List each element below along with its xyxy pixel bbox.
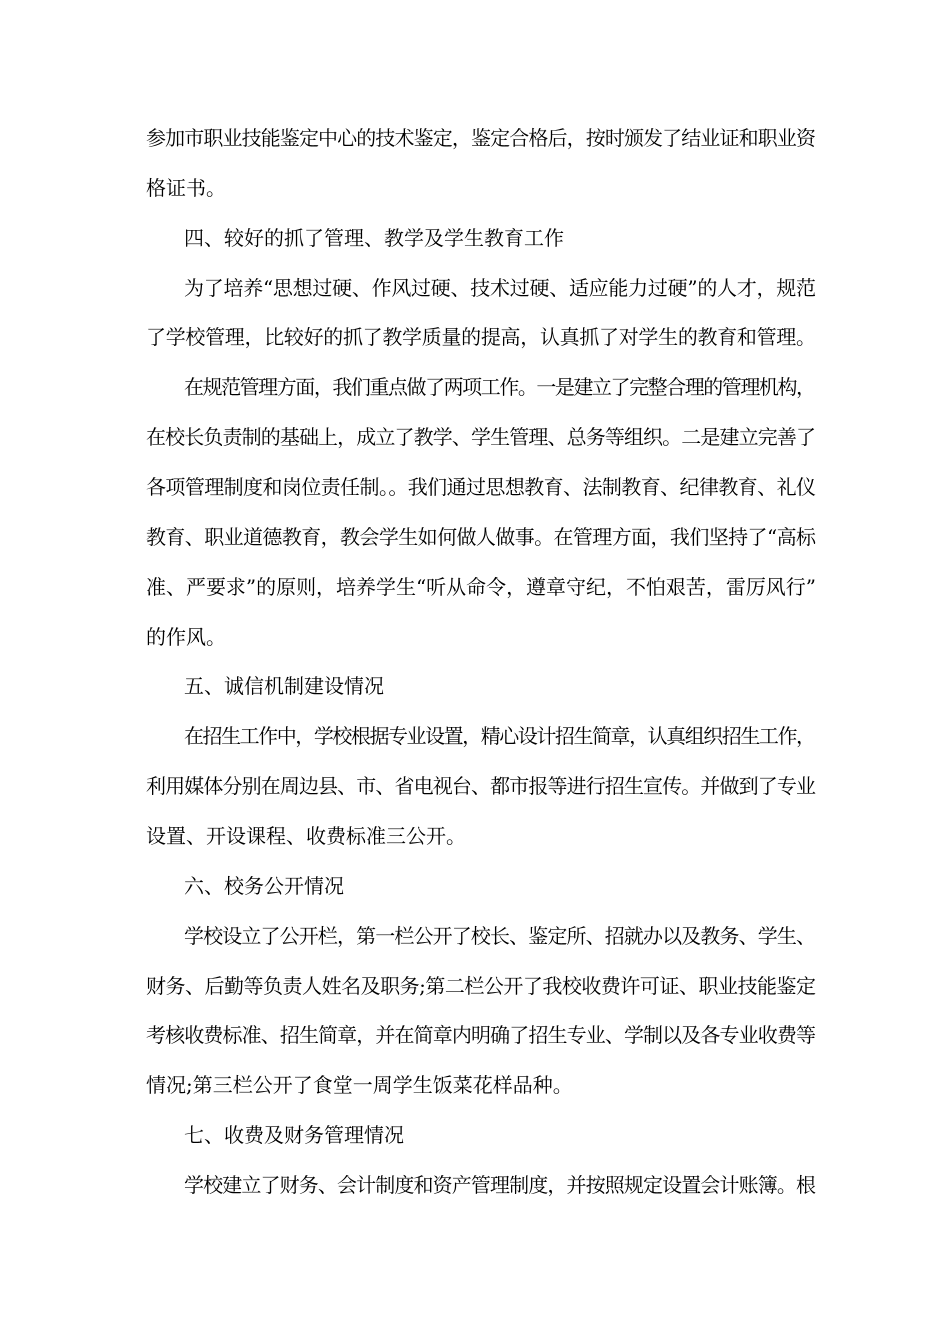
paragraph-line: 在招生工作中，学校根据专业设置，精心设计招生简章，认真组织招生工作， bbox=[184, 724, 815, 748]
section-heading: 七、收费及财务管理情况 bbox=[184, 1123, 404, 1147]
paragraph-line: 为了培养“思想过硬、作风过硬、技术过硬、适应能力过硬”的人才，规范 bbox=[184, 276, 816, 300]
paragraph-line: 在规范管理方面，我们重点做了两项工作。一是建立了完整合理的管理机构， bbox=[184, 375, 815, 399]
paragraph-line: 利用媒体分别在周边县、市、省电视台、都市报等进行招生宣传。并做到了专业 bbox=[146, 774, 816, 798]
paragraph-line: 的作风。 bbox=[146, 625, 226, 649]
section-heading: 五、诚信机制建设情况 bbox=[184, 674, 384, 698]
paragraph-line: 学校建立了财务、会计制度和资产管理制度，并按照规定设置会计账簿。根 bbox=[184, 1173, 816, 1197]
section-heading: 六、校务公开情况 bbox=[184, 874, 344, 898]
paragraph-line: 各项管理制度和岗位责任制。。我们通过思想教育、法制教育、纪律教育、礼仪 bbox=[146, 475, 816, 499]
paragraph-line: 了学校管理，比较好的抓了教学质量的提高，认真抓了对学生的教育和管理。 bbox=[146, 325, 816, 349]
paragraph-line: 准、严要求”的原则，培养学生“听从命令，遵章守纪，不怕艰苦，雷厉风行” bbox=[146, 575, 816, 599]
paragraph-line: 格证书。 bbox=[146, 176, 226, 200]
paragraph-line: 参加市职业技能鉴定中心的技术鉴定，鉴定合格后，按时颁发了结业证和职业资 bbox=[146, 126, 816, 150]
paragraph-line: 学校设立了公开栏，第一栏公开了校长、鉴定所、招就办以及教务、学生、 bbox=[184, 924, 816, 948]
paragraph-line: 设置、开设课程、收费标准三公开。 bbox=[146, 824, 466, 848]
section-heading: 四、较好的抓了管理、教学及学生教育工作 bbox=[184, 226, 564, 250]
paragraph-line: 情况;第三栏公开了食堂一周学生饭菜花样品种。 bbox=[146, 1073, 573, 1097]
paragraph-line: 考核收费标准、招生简章，并在简章内明确了招生专业、学制以及各专业收费等 bbox=[146, 1023, 816, 1047]
paragraph-line: 财务、后勤等负责人姓名及职务;第二栏公开了我校收费许可证、职业技能鉴定 bbox=[146, 974, 816, 998]
paragraph-line: 教育、职业道德教育，教会学生如何做人做事。在管理方面，我们坚持了“高标 bbox=[146, 525, 816, 549]
paragraph-line: 在校长负责制的基础上，成立了教学、学生管理、总务等组织。二是建立完善了 bbox=[146, 425, 816, 449]
